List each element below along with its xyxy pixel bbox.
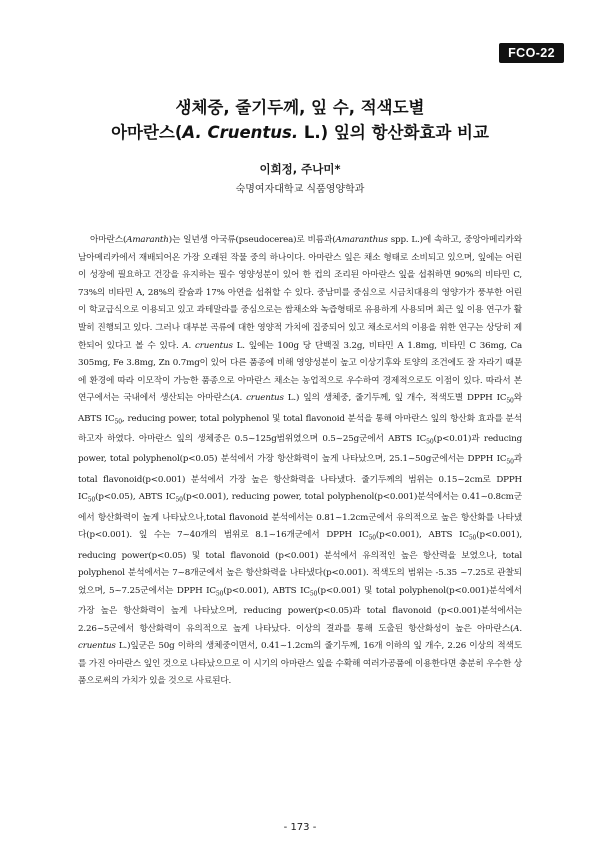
abstract-italic-term: A. cruentus [233,393,284,404]
page-number: - 173 - [283,822,317,833]
abstract-text: )는 일년생 아국류(pseudocerea)로 비름과( [168,235,336,245]
scientific-name: A. Cruentus. [182,123,299,142]
paper-title [0,95,600,145]
abstract-italic-term: Amaranthus [335,235,388,245]
abstract-text: spp. L.)에 속하고, 중앙아메리카와 남아메리카에서 재배되어온 가장 오래된 작물 중의 하나이다. 아마란스 잎은 채소 형태로 소비되고 있으며, 잎에는 어린이 성장에 필요하고 건강을 유지하는 필수 영양성분이 있어 한 컵의 조리된 아마란스 잎을 섭취하면 90%의 비타민 C, 73%의 비타민 A, 28%의 칼슘과 17% 아연을 섭취할 수 있다. 중남미를 중심으로 시금치대용의 영양가가 풍부한 어린이 학교급식으로 이용되고 있고 과테말라를 중심으로는 쌈채소와 녹즙형태로 유용하게 사용되며 최근 잎 이용 연구가 활발히 진행되고 있다. 그러나 대부분 곡류에 대한 영양적 가치에 집중되어 있고 채소로서의 이용을 위한 연구는 상당히 제한되어 있다고 볼 수 있다. [78,235,522,351]
abstract-italic-term: A. cruentus [78,623,522,652]
abstract [78,232,522,691]
session-code-badge: FCO-22 [499,43,564,63]
title-line-1: 생체중, 줄기두께, 잎 수, 적색도별 [175,98,425,117]
abstract-text: L.)잎군은 50g 이하의 생체중이면서, 0.41~1.2cm의 줄기두께, 16개 이하의 잎 개수, 2.26 이상의 적색도를 가진 아마란스 잎인 것으로 나타났으므로 이 시기의 아마란스 잎을 수확해 여러가공품에 이용한다면 충분히 우수한 상품으로써의 가치가 있을 것으로 사료된다. [78,641,522,687]
title-line-2: 아마란스(A. Cruentus. L.) 잎의 항산화효과 비교 [111,123,489,142]
affiliation: 숙명여자대학교 식품영양학과 [235,184,365,195]
abstract-text: L.) 잎의 생체중, 줄기두께, 잎 개수, 적색도별 DPPH $IC_{50}$와 ABTS $IC_{50}$, reducing power, total polyphenol 및 total flavonoid 분석을 통해 아마란스 잎의 항산화 효과를 분석하고자 하였다. 아마란스 잎의 생체중은 0.5~125g범위였으며 0.5~25g군에서 ABTS $IC_{50}(p<0.01)$과 reducing power, total polyphenol(p<0.05) 분석에서 가장 항산화력이 높게 나타났으며, 25.1~50g군에서는 DPPH $IC_{50}$과 total flavonoid(p<0.001) 분석에서 가장 높은 항산화력을 나타냈다. 줄기두께의 범위는 0.15~2cm로 DPPH $IC_{50}(p<0.05)$, ABTS $IC_{50}(p<0.001)$, reducing power, total polyphenol(p<0.001)분석에서는 0.41~0.8cm군에서 항산화력이 높게 나타났으나,total flavonoid 분석에서는 0.81~1.2cm군에서 유의적으로 높은 항산화를 나타냈다(p<0.001). 잎 수는 7~40개의 범위로 8.1~16개군에서 DPPH $IC_{50}(p<0.001)$, ABTS $IC_{50}(p<0.001)$, reducing power(p<0.05) 및 total flavonoid (p<0.001) 분석에서 유의적인 높은 항산력을 보였으나, total polyphenol 분석에서는 7~8개군에서 높은 항산화력을 나타냈다(p<0.001). 적색도의 범위는 -5.35 ~7.25로 관찰되었으며, 5~7.25군에서는 DPPH $IC_{50}(p<0.001)$, ABTS $IC_{50}(p<0.001)$ 및 total polyphenol(p<0.001)분석에서 가장 높은 항산화력이 높게 나타났으며, reducing power(p<0.05)과 total flavonoid (p<0.001)분석에서는 2.26~5군에서 항산화력이 유의적으로 높게 나타났다. 이상의 결과를 통해 도출된 항산화성이 높은 아마란스( [78,393,522,634]
abstract-paragraph [78,232,522,691]
abstract-text: L. 잎에는 100g 당 단백질 3.2g, 비타민 A 1.8mg, 비타민 C 36mg, Ca 305mg, Fe 3.8mg, Zn 0.7mg이 있어 다른 품종에 비해 영양성분이 높고 이상기후와 토양의 조건에도 잘 자라기 때문에 환경에 따라 이모작이 가능한 품종으로 아마란스 채소는 농업적으로 우수하여 경제적으로도 이점이 있다. 따라서 본 연구에서는 국내에서 생산되는 아마란스( [78,340,522,404]
abstract-text: 아마란스( [90,235,127,245]
abstract-italic-term: A. cruentus [182,340,233,351]
authors: 이희정, 주나미* [259,162,341,176]
abstract-italic-term: Amaranth [126,235,169,245]
